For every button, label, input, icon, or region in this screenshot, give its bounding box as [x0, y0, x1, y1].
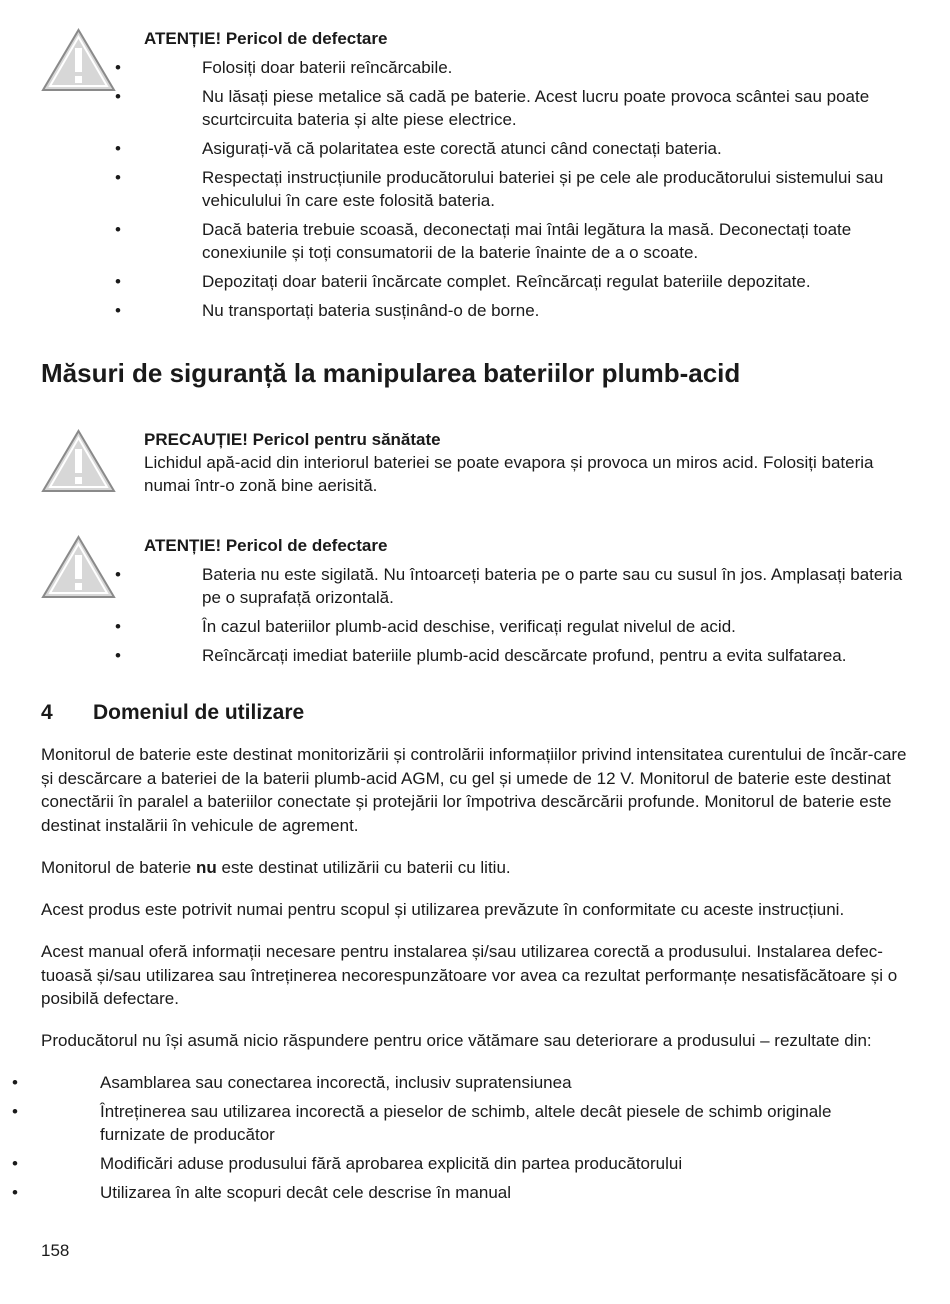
list-item: • Întreținerea sau utilizarea incorectă a pieselor de schimb, altele decât piesele de schimb originale furnizate de producător [12, 1102, 832, 1144]
page-number: 158 [41, 1241, 70, 1260]
list-item: • Utilizarea în alte scopuri decât cele descrise în manual [12, 1183, 512, 1202]
notice-title: ATENȚIE! Pericol de defectare [144, 29, 388, 48]
chapter-heading [41, 699, 304, 727]
warning-triangle-icon [41, 429, 116, 493]
paragraph-intended-use: Monitorul de baterie este destinat monitorizării și controlării informațiilor privind intensitatea curentului de încăr-care și descărcare a bateriei de la baterii plumb-acid AGM, cu gel și umede de 12 V. Monitorul de baterie este destinat conectării în paralel a bateriilor conectate și protejării lor împotriva descărcării profunde. Monitorul de baterie este destinat instalării în vehicule de agrement. [41, 745, 907, 835]
section-title: Măsuri de siguranță la manipularea bateriilor plumb-acid [41, 358, 741, 388]
list-item: • Nu transportați bateria susținând-o de borne. [115, 301, 540, 320]
list-item: • Asamblarea sau conectarea incorectă, inclusiv supratensiunea [12, 1073, 572, 1092]
list-item: • Nu lăsați piese metalice să cadă pe baterie. Acest lucru poate provoca scântei sau poate scurtcircuita bateria și alte piese electrice. [115, 87, 870, 129]
list-item: • Respectați instrucțiunile producătorului bateriei și pe cele ale producătorului sistemului sau vehiculului în care este folosită bateria. [115, 168, 884, 210]
list-item: • Folosiți doar baterii reîncărcabile. [115, 58, 453, 77]
chapter-number: 4 [41, 701, 53, 724]
chapter-title: Domeniul de utilizare [93, 701, 305, 724]
list-item: • În cazul bateriilor plumb-acid deschise, verificați regulat nivelul de acid. [115, 617, 736, 636]
notice-list [0, 563, 920, 667]
list-item: • Depozitați doar baterii încărcate complet. Reîncărcați regulat bateriile depozitate. [115, 272, 811, 291]
liability-list [12, 1071, 901, 1204]
notice-title: ATENȚIE! Pericol de defectare [144, 536, 388, 555]
list-item: • Modificări aduse produsului fără aprobarea explicită din partea producătorului [12, 1154, 683, 1173]
notice-title: PRECAUȚIE! Pericol pentru sănătate [144, 430, 441, 449]
notice-list [0, 56, 920, 322]
notice-content [144, 428, 920, 497]
paragraph-lithium: Monitorul de baterie nu este destinat utilizării cu baterii cu litiu. [41, 858, 511, 877]
list-item: • Reîncărcați imediat bateriile plumb-acid descărcate profund, pentru a evita sulfatarea. [115, 646, 847, 665]
paragraph-manual: Acest manual oferă informații necesare pentru instalarea și/sau utilizarea corectă a produsului. Instalarea defec-tuoasă și/sau utilizarea sau întreținerea necorespunzătoare vor avea ca rezultat performanțe nesatisfăcătoare și o posibilă defectare. [41, 942, 898, 1008]
paragraph-liability: Producătorul nu își asumă nicio răspundere pentru orice vătămare sau deteriorare a produsului – rezultate din: [41, 1031, 872, 1050]
list-item: • Bateria nu este sigilată. Nu întoarceți bateria pe o parte sau cu susul în jos. Amplasați bateria pe o suprafață orizontală. [115, 565, 903, 607]
list-item: • Dacă bateria trebuie scoasă, deconectați mai întâi legătura la masă. Deconectați toate conexiunile și toți consumatorii de la baterie înainte de a o scoate. [115, 220, 852, 262]
notice-text: Lichidul apă-acid din interiorul bateriei se poate evapora și provoca un miros acid. Folosiți bateria numai într-o zonă bine aerisită. [144, 453, 874, 495]
list-item: • Asigurați-vă că polaritatea este corectă atunci când conectați bateria. [115, 139, 722, 158]
paragraph-purpose: Acest produs este potrivit numai pentru scopul și utilizarea prevăzute în conformitate cu aceste instrucțiuni. [41, 900, 845, 919]
notice-content [115, 27, 920, 322]
notice-content [115, 534, 920, 667]
